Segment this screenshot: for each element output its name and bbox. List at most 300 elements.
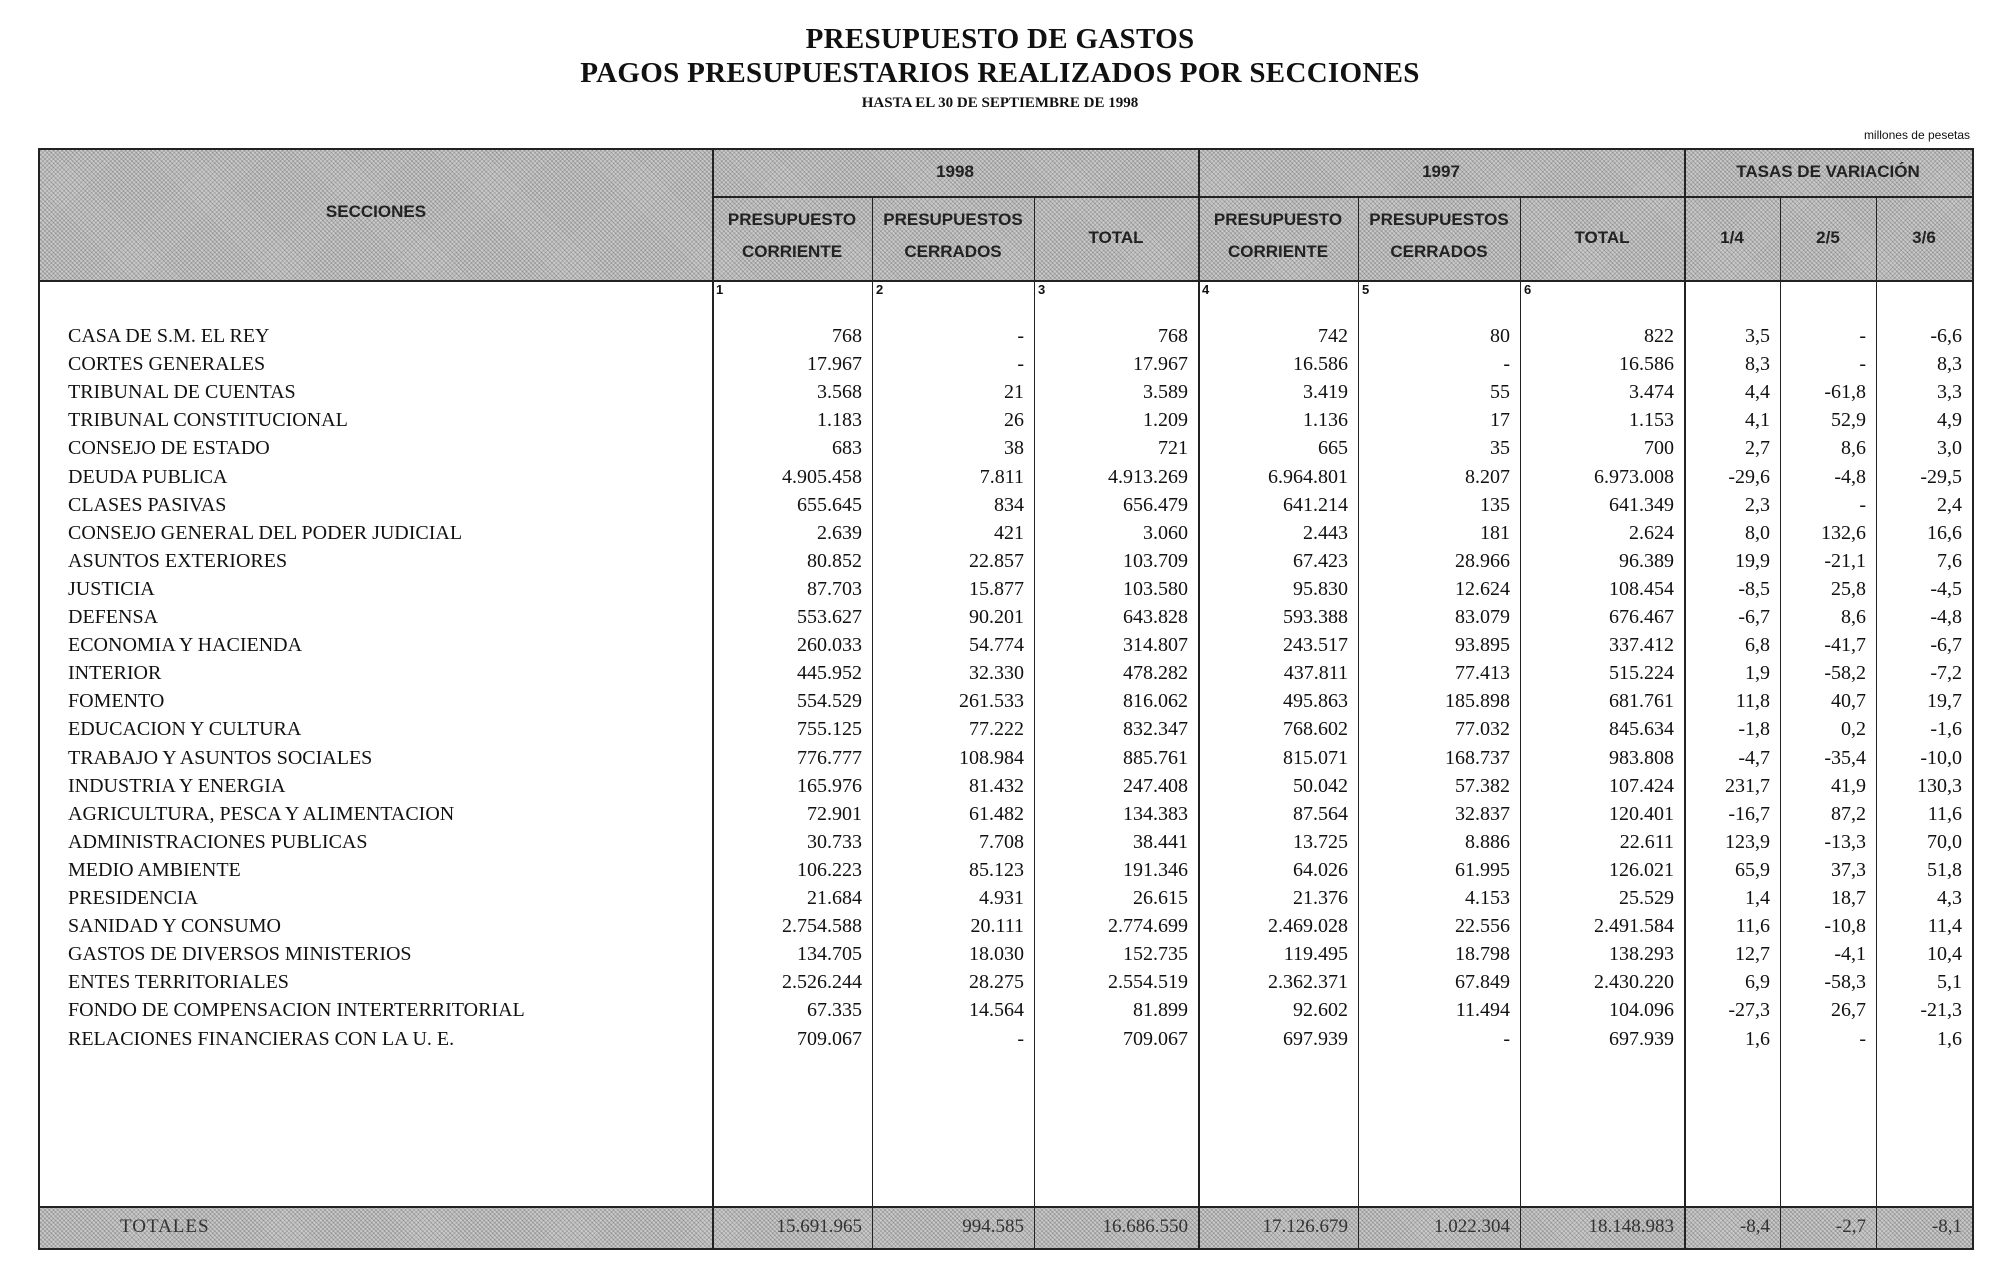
total-cell: 1.022.304 — [1434, 1216, 1510, 1237]
row-value-cell: 641.349 — [1609, 493, 1674, 516]
row-value-cell: 41,9 — [1831, 774, 1866, 797]
row-value-cell: 656.479 — [1123, 493, 1188, 516]
row-value-cell: 80 — [1490, 325, 1510, 347]
row-value-cell: -41,7 — [1824, 634, 1866, 657]
row-value-cell: - — [1017, 1027, 1024, 1050]
row-value-cell: 25.529 — [1619, 887, 1674, 909]
row-value-cell: 95.830 — [1293, 577, 1348, 600]
row-value-cell: 67.335 — [807, 999, 862, 1022]
row-value-cell: 104.096 — [1609, 999, 1674, 1022]
row-value-cell: 165.976 — [797, 774, 862, 797]
row-value-cell: 697.939 — [1283, 1027, 1348, 1050]
row-value-cell: 152.735 — [1123, 943, 1188, 966]
table-row — [40, 350, 1972, 378]
row-section-name: ASUNTOS EXTERIORES — [68, 549, 288, 572]
row-value-cell: 16.586 — [1619, 353, 1674, 376]
colnum-1: 1 — [716, 282, 724, 297]
row-value-cell: 2.774.699 — [1108, 915, 1188, 938]
row-value-cell: 6,8 — [1745, 634, 1770, 657]
row-value-cell: -13,3 — [1824, 830, 1866, 853]
row-value-cell: 22.556 — [1455, 915, 1510, 938]
row-value-cell: 3.568 — [817, 381, 862, 404]
row-value-cell: 18,7 — [1831, 887, 1866, 909]
row-value-cell: 700 — [1644, 437, 1674, 460]
table-row — [40, 491, 1972, 519]
row-value-cell: 55 — [1490, 381, 1510, 404]
row-value-cell: 554.529 — [797, 690, 862, 713]
row-value-cell: 81.899 — [1133, 999, 1188, 1022]
row-value-cell: -6,7 — [1738, 606, 1770, 628]
totals-row — [40, 1208, 1972, 1246]
row-value-cell: 593.388 — [1283, 606, 1348, 628]
row-value-cell: 12,7 — [1735, 943, 1770, 966]
row-value-cell: -10,0 — [1920, 746, 1962, 769]
row-value-cell: 123,9 — [1725, 830, 1770, 853]
row-value-cell: 21 — [1004, 381, 1024, 404]
row-section-name: RELACIONES FINANCIERAS CON LA U. E. — [68, 1027, 455, 1050]
row-value-cell: 815.071 — [1283, 746, 1348, 769]
row-value-cell: 16,6 — [1927, 521, 1962, 544]
row-value-cell: 168.737 — [1445, 746, 1510, 769]
table-row — [40, 968, 1972, 996]
header-col3: TOTAL — [1088, 228, 1144, 247]
period-label: HASTA EL 30 DE SEPTIEMBRE DE 1998 — [861, 95, 1139, 111]
row-section-name: CONSEJO GENERAL DEL PODER JUDICIAL — [68, 521, 463, 544]
row-value-cell: 834 — [994, 493, 1024, 516]
row-value-cell: 132,6 — [1821, 521, 1866, 544]
table-row — [40, 406, 1972, 434]
row-section-name: TRIBUNAL CONSTITUCIONAL — [68, 409, 348, 432]
table-row — [40, 575, 1972, 603]
header-col2-line2: CERRADOS — [904, 242, 1002, 261]
row-section-name: TRIBUNAL DE CUENTAS — [68, 381, 296, 404]
row-value-cell: 21.376 — [1293, 887, 1348, 909]
table-row — [40, 884, 1972, 912]
header-rate-1-4: 1/4 — [1720, 228, 1744, 247]
row-section-name: GASTOS DE DIVERSOS MINISTERIOS — [68, 943, 412, 966]
row-value-cell: 4,1 — [1745, 409, 1770, 432]
row-value-cell: 70,0 — [1927, 830, 1962, 853]
total-cell: -8,1 — [1931, 1216, 1962, 1237]
row-value-cell: 681.761 — [1609, 690, 1674, 713]
header-col4-line2: CORRIENTE — [1227, 242, 1329, 261]
table-row — [40, 547, 1972, 575]
units-label: millones de pesetas — [1863, 128, 1970, 142]
row-value-cell: -4,8 — [1834, 465, 1866, 488]
row-value-cell: 83.079 — [1455, 606, 1510, 628]
table-row — [40, 940, 1972, 968]
row-value-cell: 38 — [1004, 437, 1024, 460]
row-value-cell: 260.033 — [797, 634, 862, 657]
row-section-name: DEUDA PUBLICA — [68, 465, 228, 488]
table-row — [40, 378, 1972, 406]
row-value-cell: 50.042 — [1293, 774, 1348, 797]
header-year-1997: 1997 — [1422, 162, 1460, 181]
table-row — [40, 1025, 1972, 1053]
row-value-cell: 72.901 — [807, 802, 862, 825]
row-value-cell: 32.837 — [1455, 802, 1510, 825]
row-section-name: CONSEJO DE ESTADO — [68, 437, 270, 460]
row-value-cell: 845.634 — [1609, 718, 1674, 741]
row-value-cell: -4,5 — [1930, 577, 1962, 600]
row-value-cell: 119.495 — [1283, 943, 1348, 966]
row-value-cell: -4,7 — [1738, 746, 1770, 769]
total-cell: 16.686.550 — [1102, 1216, 1188, 1237]
row-value-cell: 231,7 — [1725, 774, 1770, 797]
row-section-name: SANIDAD Y CONSUMO — [68, 915, 281, 938]
row-value-cell: 16.586 — [1293, 353, 1348, 376]
row-value-cell: 87.703 — [807, 577, 862, 600]
row-value-cell: - — [1859, 493, 1866, 516]
colnum-5: 5 — [1362, 282, 1370, 297]
row-value-cell: 676.467 — [1609, 606, 1674, 628]
row-value-cell: - — [1503, 353, 1510, 376]
row-value-cell: 65,9 — [1735, 858, 1770, 881]
header-secciones: SECCIONES — [325, 202, 427, 221]
total-cell: -8,4 — [1739, 1216, 1770, 1237]
row-value-cell: 130,3 — [1917, 774, 1962, 797]
row-value-cell: 4.905.458 — [782, 465, 862, 488]
row-value-cell: 8.207 — [1465, 465, 1510, 488]
row-value-cell: 8,6 — [1841, 437, 1866, 460]
row-value-cell: 20.111 — [970, 915, 1024, 938]
row-value-cell: 26 — [1004, 409, 1024, 432]
row-value-cell: 77.032 — [1455, 718, 1510, 741]
row-value-cell: 2.639 — [817, 521, 862, 544]
row-section-name: CASA DE S.M. EL REY — [68, 325, 270, 347]
table-row — [40, 322, 1972, 350]
total-cell: -2,7 — [1835, 1216, 1866, 1237]
header-divider-top — [712, 196, 1972, 198]
row-value-cell: 721 — [1158, 437, 1188, 460]
row-value-cell: 445.952 — [797, 662, 862, 685]
row-section-name: DEFENSA — [68, 606, 159, 628]
row-section-name: MEDIO AMBIENTE — [68, 858, 241, 881]
row-value-cell: 2.443 — [1303, 521, 1348, 544]
header-divider-bottom — [40, 280, 1972, 282]
row-value-cell: 768 — [1158, 325, 1188, 347]
row-value-cell: 18.030 — [969, 943, 1024, 966]
row-value-cell: 22.611 — [1619, 830, 1674, 853]
row-value-cell: 709.067 — [1123, 1027, 1188, 1050]
row-value-cell: 17 — [1490, 409, 1510, 432]
row-value-cell: 77.413 — [1455, 662, 1510, 685]
row-value-cell: 768.602 — [1283, 718, 1348, 741]
row-value-cell: - — [1503, 1027, 1510, 1050]
table-row — [40, 800, 1972, 828]
row-value-cell: 4.931 — [979, 887, 1024, 909]
row-value-cell: 38.441 — [1133, 830, 1188, 853]
row-value-cell: 3.589 — [1143, 381, 1188, 404]
row-value-cell: 103.709 — [1123, 549, 1188, 572]
row-value-cell: 683 — [832, 437, 862, 460]
row-value-cell: 22.857 — [969, 549, 1024, 572]
row-section-name: ECONOMIA Y HACIENDA — [68, 634, 303, 657]
row-value-cell: 87.564 — [1293, 802, 1348, 825]
row-section-name: EDUCACION Y CULTURA — [68, 718, 302, 741]
row-value-cell: 15.877 — [969, 577, 1024, 600]
row-value-cell: 314.807 — [1123, 634, 1188, 657]
row-value-cell: 655.645 — [797, 493, 862, 516]
row-value-cell: 28.275 — [969, 971, 1024, 994]
header-tasas: TASAS DE VARIACIÓN — [1736, 162, 1920, 181]
row-value-cell: 107.424 — [1609, 774, 1674, 797]
page-title: PRESUPUESTO DE GASTOS — [805, 23, 1195, 55]
row-value-cell: -58,2 — [1824, 662, 1866, 685]
row-value-cell: 134.705 — [797, 943, 862, 966]
row-value-cell: 8,3 — [1937, 353, 1962, 376]
row-value-cell: 37,3 — [1831, 858, 1866, 881]
row-value-cell: 3.060 — [1143, 521, 1188, 544]
row-value-cell: 77.222 — [969, 718, 1024, 741]
table-row — [40, 912, 1972, 940]
row-value-cell: -29,5 — [1920, 465, 1962, 488]
row-value-cell: 25,8 — [1831, 577, 1866, 600]
header-col6: TOTAL — [1574, 228, 1630, 247]
row-value-cell: 1.153 — [1629, 409, 1674, 432]
row-section-name: AGRICULTURA, PESCA Y ALIMENTACION — [68, 802, 455, 825]
row-value-cell: 51,8 — [1927, 858, 1962, 881]
row-value-cell: 6,9 — [1745, 971, 1770, 994]
row-value-cell: 81.432 — [969, 774, 1024, 797]
row-value-cell: 134.383 — [1123, 802, 1188, 825]
table-row — [40, 856, 1972, 884]
row-value-cell: 54.774 — [969, 634, 1024, 657]
row-value-cell: 32.330 — [969, 662, 1024, 685]
row-value-cell: 3,0 — [1937, 437, 1962, 460]
row-value-cell: 822 — [1644, 325, 1674, 347]
row-value-cell: 6.964.801 — [1268, 465, 1348, 488]
row-value-cell: 19,7 — [1927, 690, 1962, 713]
row-value-cell: 8,0 — [1745, 521, 1770, 544]
row-value-cell: -4,8 — [1930, 606, 1962, 628]
row-section-name: ADMINISTRACIONES PUBLICAS — [68, 830, 368, 853]
table-row — [40, 996, 1972, 1024]
row-value-cell: 2.362.371 — [1268, 971, 1348, 994]
row-value-cell: 983.808 — [1609, 746, 1674, 769]
row-value-cell: 478.282 — [1123, 662, 1188, 685]
table-row — [40, 828, 1972, 856]
row-value-cell: 17.967 — [807, 353, 862, 376]
row-section-name: PRESIDENCIA — [68, 887, 199, 909]
row-value-cell: 2.491.584 — [1594, 915, 1674, 938]
header-col1-line1: PRESUPUESTO — [727, 210, 857, 229]
row-value-cell: 2.526.244 — [782, 971, 862, 994]
row-value-cell: 3.474 — [1629, 381, 1674, 404]
row-value-cell: 437.811 — [1283, 662, 1348, 685]
row-value-cell: 1,6 — [1745, 1027, 1770, 1050]
row-value-cell: 10,4 — [1927, 943, 1962, 966]
row-value-cell: 832.347 — [1123, 718, 1188, 741]
row-value-cell: 11,8 — [1735, 690, 1770, 713]
row-value-cell: 26,7 — [1831, 999, 1866, 1022]
row-value-cell: 1,9 — [1745, 662, 1770, 685]
row-value-cell: 19,9 — [1735, 549, 1770, 572]
total-cell: 15.691.965 — [776, 1216, 862, 1237]
totals-label: TOTALES — [120, 1216, 210, 1237]
row-value-cell: 553.627 — [797, 606, 862, 628]
row-value-cell: - — [1859, 1027, 1866, 1050]
row-value-cell: - — [1859, 353, 1866, 376]
row-value-cell: -61,8 — [1824, 381, 1866, 404]
row-value-cell: 2.554.519 — [1108, 971, 1188, 994]
row-value-cell: 1.136 — [1303, 409, 1348, 432]
table-row — [40, 659, 1972, 687]
row-value-cell: 2.754.588 — [782, 915, 862, 938]
row-value-cell: -8,5 — [1738, 577, 1770, 600]
row-value-cell: 4,4 — [1745, 381, 1770, 404]
row-section-name: ENTES TERRITORIALES — [68, 971, 289, 994]
row-value-cell: 7.811 — [979, 465, 1024, 488]
header-rate-2-5: 2/5 — [1816, 228, 1840, 247]
row-value-cell: 776.777 — [797, 746, 862, 769]
row-value-cell: 8,3 — [1745, 353, 1770, 376]
header-col4-line1: PRESUPUESTO — [1213, 210, 1343, 229]
row-value-cell: - — [1859, 325, 1866, 347]
row-section-name: JUSTICIA — [68, 577, 155, 600]
row-value-cell: 28.966 — [1455, 549, 1510, 572]
row-value-cell: 515.224 — [1609, 662, 1674, 685]
row-value-cell: 816.062 — [1123, 690, 1188, 713]
row-value-cell: 5,1 — [1937, 971, 1962, 994]
row-value-cell: 67.849 — [1455, 971, 1510, 994]
row-value-cell: 64.026 — [1293, 858, 1348, 881]
row-value-cell: 495.863 — [1283, 690, 1348, 713]
row-value-cell: -16,7 — [1728, 802, 1770, 825]
row-value-cell: 120.401 — [1609, 802, 1674, 825]
row-section-name: CORTES GENERALES — [68, 353, 266, 376]
header-year-1998: 1998 — [936, 162, 974, 181]
row-value-cell: 643.828 — [1123, 606, 1188, 628]
header-col5-line1: PRESUPUESTOS — [1369, 210, 1509, 229]
row-value-cell: -7,2 — [1930, 662, 1962, 685]
budget-table — [38, 148, 1974, 1250]
header-col1-line2: CORRIENTE — [741, 242, 843, 261]
row-value-cell: 57.382 — [1455, 774, 1510, 797]
table-row — [40, 715, 1972, 743]
row-value-cell: 11,4 — [1927, 915, 1962, 938]
row-value-cell: -4,1 — [1834, 943, 1866, 966]
row-value-cell: 61.482 — [969, 802, 1024, 825]
row-value-cell: 103.580 — [1123, 577, 1188, 600]
row-value-cell: 1,6 — [1937, 1027, 1962, 1050]
row-value-cell: 35 — [1490, 437, 1510, 460]
row-value-cell: 2,4 — [1937, 493, 1962, 516]
row-value-cell: 2.430.220 — [1594, 971, 1674, 994]
row-value-cell: -1,6 — [1930, 718, 1962, 741]
row-value-cell: 2.624 — [1629, 521, 1674, 544]
row-value-cell: 3,3 — [1937, 381, 1962, 404]
row-value-cell: 18.798 — [1455, 943, 1510, 966]
header-col2-line1: PRESUPUESTOS — [883, 210, 1023, 229]
row-value-cell: 768 — [832, 325, 862, 347]
table-row — [40, 687, 1972, 715]
table-row — [40, 772, 1972, 800]
row-value-cell: 641.214 — [1283, 493, 1348, 516]
row-value-cell: 2.469.028 — [1268, 915, 1348, 938]
title-block — [0, 22, 2000, 114]
table-row — [40, 631, 1972, 659]
row-value-cell: 87,2 — [1831, 802, 1866, 825]
row-value-cell: 40,7 — [1831, 690, 1866, 713]
row-value-cell: 181 — [1480, 521, 1510, 544]
row-value-cell: 108.984 — [959, 746, 1024, 769]
row-value-cell: -21,1 — [1824, 549, 1866, 572]
row-value-cell: 0,2 — [1841, 718, 1866, 741]
row-value-cell: 108.454 — [1609, 577, 1674, 600]
row-value-cell: 52,9 — [1831, 409, 1866, 432]
total-cell: 17.126.679 — [1262, 1216, 1348, 1237]
colnum-4: 4 — [1202, 282, 1210, 297]
row-value-cell: 90.201 — [969, 606, 1024, 628]
row-value-cell: 755.125 — [797, 718, 862, 741]
row-value-cell: 30.733 — [807, 830, 862, 853]
row-value-cell: -29,6 — [1728, 465, 1770, 488]
row-value-cell: 247.408 — [1123, 774, 1188, 797]
row-value-cell: 135 — [1480, 493, 1510, 516]
row-value-cell: 7,6 — [1937, 549, 1962, 572]
row-value-cell: 21.684 — [807, 887, 862, 909]
row-value-cell: 93.895 — [1455, 634, 1510, 657]
row-value-cell: -58,3 — [1824, 971, 1866, 994]
row-value-cell: -35,4 — [1824, 746, 1866, 769]
row-value-cell: 261.533 — [959, 690, 1024, 713]
row-value-cell: 4.913.269 — [1108, 465, 1188, 488]
row-value-cell: 2,7 — [1745, 437, 1770, 460]
row-value-cell: -1,8 — [1738, 718, 1770, 741]
row-value-cell: 17.967 — [1133, 353, 1188, 376]
row-value-cell: -6,7 — [1930, 634, 1962, 657]
row-value-cell: 126.021 — [1609, 858, 1674, 881]
table-row — [40, 434, 1972, 462]
row-section-name: INDUSTRIA Y ENERGIA — [68, 774, 286, 797]
table-row — [40, 744, 1972, 772]
row-section-name: FOMENTO — [68, 690, 165, 713]
row-section-name: CLASES PASIVAS — [68, 493, 227, 516]
row-value-cell: 885.761 — [1123, 746, 1188, 769]
total-cell: 994.585 — [962, 1216, 1024, 1237]
row-value-cell: 1.209 — [1143, 409, 1188, 432]
row-value-cell: 13.725 — [1293, 830, 1348, 853]
row-value-cell: -27,3 — [1728, 999, 1770, 1022]
row-value-cell: 6.973.008 — [1594, 465, 1674, 488]
row-value-cell: 4.153 — [1465, 887, 1510, 909]
row-value-cell: 4,3 — [1937, 887, 1962, 909]
colnum-2: 2 — [876, 282, 884, 297]
row-value-cell: -6,6 — [1930, 325, 1962, 347]
row-value-cell: -10,8 — [1824, 915, 1866, 938]
row-value-cell: 61.995 — [1455, 858, 1510, 881]
header-col5-line2: CERRADOS — [1390, 242, 1488, 261]
row-value-cell: 138.293 — [1609, 943, 1674, 966]
table-row — [40, 519, 1972, 547]
row-value-cell: 1,4 — [1745, 887, 1770, 909]
colnum-6: 6 — [1524, 282, 1532, 297]
row-value-cell: 80.852 — [807, 549, 862, 572]
row-value-cell: 3,5 — [1745, 325, 1770, 347]
row-value-cell: 8,6 — [1841, 606, 1866, 628]
row-value-cell: 243.517 — [1283, 634, 1348, 657]
row-value-cell: - — [1017, 353, 1024, 376]
row-value-cell: 14.564 — [969, 999, 1024, 1022]
row-value-cell: 11,6 — [1735, 915, 1770, 938]
colnum-3: 3 — [1038, 282, 1046, 297]
row-value-cell: 26.615 — [1133, 887, 1188, 909]
row-value-cell: 12.624 — [1455, 577, 1510, 600]
header-rate-3-6: 3/6 — [1912, 228, 1936, 247]
row-value-cell: 337.412 — [1609, 634, 1674, 657]
row-value-cell: 742 — [1318, 325, 1348, 347]
